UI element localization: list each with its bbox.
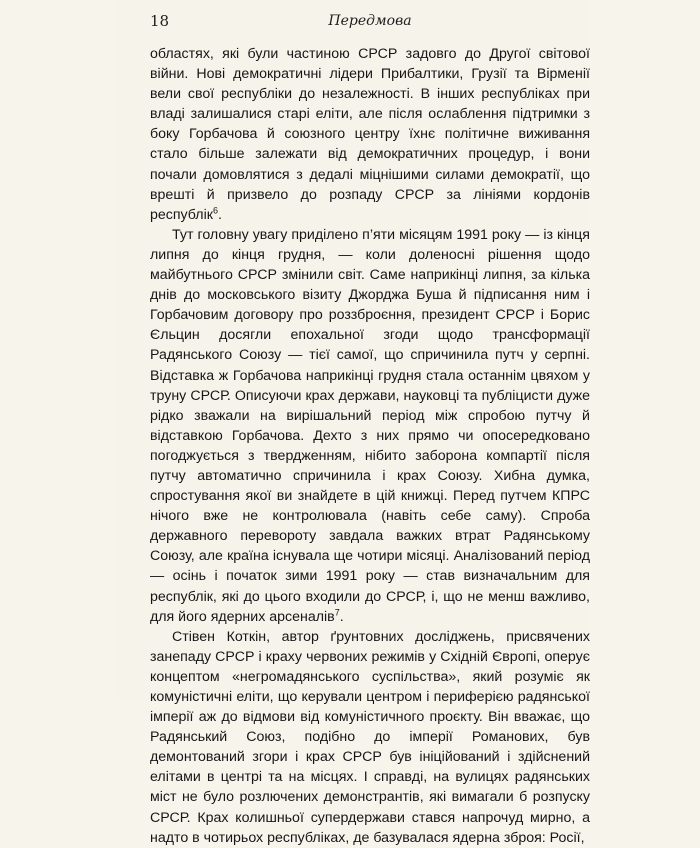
- footnote-marker[interactable]: 7: [334, 606, 340, 617]
- paragraph-tail: .: [217, 206, 222, 223]
- page-header: [150, 10, 590, 40]
- paragraph: [150, 44, 590, 225]
- body-text: [150, 44, 590, 848]
- paragraph-text: Стівен Коткін, автор ґрунтовних досліджень, присвячених занепаду СРСР і краху червоних режимів у Східній Європі, оперує концептом «негромадянського суспільства», який розуміє як комуністичні еліти, що керували центром і периферією радянської імперії аж до відмови від комуністичного проєкту. Він вважає, що Радянський Союз, подібно до імперії Романових, був демонтований згори і крах СРСР був ініційований і здійснений елітами в центрі та на місцях. І справді, на вулицях радянських міст не було розлючених демонстрантів, які вимагали б розпуску СРСР. Крах колишньої супердержави стався напрочуд мирно, а надто в чотирьох республіках, де базувалася ядерна зброя: Росії,: [150, 628, 590, 846]
- paragraph: [150, 627, 590, 848]
- page-number: 18: [150, 12, 170, 30]
- running-head: Передмова: [328, 13, 412, 29]
- footnote-marker[interactable]: 6: [212, 205, 218, 216]
- paragraph-tail: .: [339, 608, 344, 625]
- paragraph: [150, 225, 590, 627]
- paragraph-text: областях, які були частиною СРСР задовго до Другої світової війни. Нові демократичні лідери Прибалтики, Грузії та Вірменії вели свої республіки до незалежності. В інших республіках при владі залишалися старі еліти, але після ослаблення підтримки з боку Горбачова й союзного центру їхнє політичне виживання стало більше залежати від демократичних процедур, і вони почали домовлятися з дедалі міцнішими силами демократії, що врешті й призвело до розпаду СРСР за лініями кордонів республік: [150, 46, 590, 223]
- paragraph-text: Тут головну увагу приділено п’яти місяцям 1991 року — із кінця липня до кінця грудня, — коли доленосні рішення щодо майбутнього СРСР змінили світ. Саме наприкінці липня, за кілька днів до московського візиту Джорджа Буша й підписання ним і Горбачовим договору про роззброєння, президент СРСР і Борис Єльцин досягли епохальної згоди щодо трансформації Радянського Союзу — тієї самої, що спричинила путч у серпні. Відставка ж Горбачова наприкінці грудня стала останнім цвяхом у труну СРСР. Описуючи крах держави, науковці та публіцисти дуже рідко зважали на вирішальний період між спробою путчу й відставкою Горбачова. Дехто з них прямо чи опосередковано погоджується з твердженням, нібито заборона компартії після путчу автоматично спричинила і крах Союзу. Хибна думка, спростування якої ви знайдете в цій книжці. Перед путчем КПРС нічого вже не контролювала (навіть себе саму). Спроба державного перевороту завдала важких втрат Радянському Союзу, але країна існувала ще чотири місяці. Аналізований період — осінь і початок зими 1991 року — став визначальним для республік, які до цього входили до СРСР, і, що не менш важливо, для його ядерних арсеналів: [150, 226, 590, 625]
